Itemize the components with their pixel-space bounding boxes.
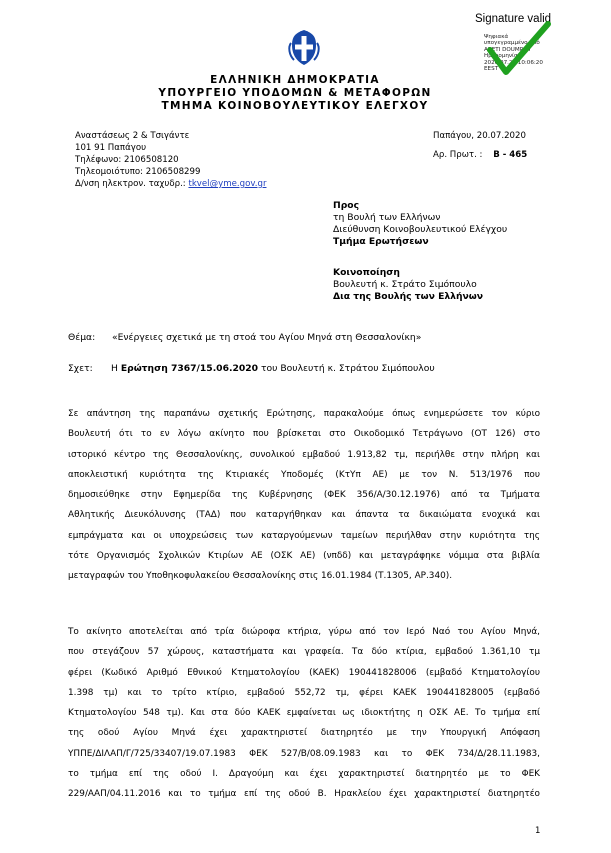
to-directorate: Διεύθυνση Κοινοβουλευτικού Ελέγχου (333, 224, 508, 235)
header-department: ΤΜΗΜΑ ΚΟΙΝΟΒΟΥΛΕΥΤΙΚΟΥ ΕΛΕΓΧΟΥ (161, 100, 429, 112)
cc-via: Δια της Βουλής των Ελλήνων (333, 291, 484, 302)
relation-text (111, 363, 435, 374)
paragraph-line: δημοσιεύθηκε στην Εφημερίδα της Κυβέρνησης (ΦΕΚ 356/Α/30.12.1976) από τα Τμήματα (68, 490, 540, 501)
paragraph-line: ιστορικό κέντρο της Θεσσαλονίκης, συνολικού εμβαδού 1.913,82 τμ, περιήλθε στην πλήρη και (68, 449, 540, 460)
paragraph-line: αποκλειστική κυριότητα της Κτιριακές Υποδομές (ΚτΥπ ΑΕ) με τον Ν. 513/1976 που (68, 469, 540, 480)
header-ministry: ΥΠΟΥΡΓΕΙΟ ΥΠΟΔΟΜΩΝ & ΜΕΤΑΦΟΡΩΝ (158, 87, 432, 99)
sender-phone: Τηλέφωνο: 2106508120 (75, 155, 179, 165)
to-parliament: τη Βουλή των Ελλήνων (333, 212, 441, 223)
subject-text: «Ενέργειες σχετικά με τη στοά του Αγίου Μηνά στη Θεσσαλονίκη» (112, 332, 422, 343)
sender-postal: 101 91 Παπάγου (75, 143, 147, 153)
signature-line: Ημερομηνία: (484, 53, 520, 60)
sender-email-row (75, 179, 266, 189)
relation-suffix: του Βουλευτή κ. Στράτου Σιμόπουλου (260, 363, 435, 374)
paragraph-line: Κτηματολογίου 548 τμ). Και στα δύο ΚΑΕΚ εμφαίνεται ως ιδιοκτήτης η ΟΣΚ ΑΕ. Το τμήμα επί (68, 708, 540, 719)
protocol-label: Αρ. Πρωτ. : (433, 150, 483, 160)
cc-label: Κοινοποίηση (333, 267, 400, 278)
paragraph-line: Βουλευτή ότι το εν λόγω ακίνητο που βρίσκεται στο Οικοδομικό Τετράγωνο (ΟΤ 126) στο (68, 429, 540, 440)
sender-address: Αναστάσεως 2 & Τσιγάντε (75, 131, 190, 141)
header-republic: ΕΛΛΗΝΙΚΗ ΔΗΜΟΚΡΑΤΙΑ (210, 74, 380, 86)
signature-checkmark-icon (484, 20, 554, 80)
paragraph-line: της οδού Αγίου Μηνά έχει χαρακτηριστεί διατηρητέο με την Υπουργική Απόφαση (68, 728, 540, 739)
protocol-row (433, 150, 527, 160)
signature-title: Signature valid (475, 13, 552, 25)
paragraph-line: 1.398 τμ) και το τρίτο κτίριο, εμβαδού 552,72 τμ, φέρει ΚΑΕΚ 190441828005 (εμβαδό (68, 687, 540, 698)
relation-prefix: Η (111, 363, 118, 374)
signature-line: ARETI DOUMPINI (484, 46, 531, 53)
paragraph-line: το τμήμα επί της οδού Ι. Δραγούμη και έχει χαρακτηριστεί διατηρητέο με το ΦΕΚ (68, 769, 540, 780)
paragraph-line: 229/ΑΑΠ/04.11.2016 και το τμήμα επί της οδού Β. Ηρακλείου έχει χαρακτηριστεί διατηρητέο (68, 789, 540, 800)
body-paragraph-2 (68, 622, 540, 805)
paragraph-line: Το ακίνητο αποτελείται από τρία διώροφα κτήρια, γύρω από τον Ιερό Ναό του Αγίου Μηνά, (68, 627, 540, 637)
signature-line: 2020.07.20 10:06:20 (484, 59, 543, 66)
body-paragraph-1 (68, 404, 540, 587)
page-number: 1 (535, 826, 541, 836)
sender-email-link[interactable]: tkvel@yme.gov.gr (188, 179, 267, 189)
paragraph-line: τότε Οργανισμός Σχολικών Κτιρίων ΑΕ (ΟΣΚ ΑΕ) (νπδδ) και μεταγράφηκε νόμιμα στα βιβλία (68, 551, 540, 562)
sender-email-label: Δ/νση ηλεκτρον. ταχυδρ.: (75, 179, 186, 189)
signature-line: EEST (484, 66, 499, 73)
paragraph-line: εμπράγματα και οι υποχρεώσεις των καταργούμενων ταμείων περιήλθαν στην κυριότητα της (68, 530, 540, 541)
cc-mp: Βουλευτή κ. Στράτο Σιμόπουλο (333, 279, 477, 290)
paragraph-line: μεταγραφών του Υποθηκοφυλακείου Θεσσαλονίκης στις 16.01.1984 (Τ.1305, ΑΡ.340). (68, 571, 453, 582)
paragraph-line: φέρει (Κωδικό Αριθμό Εθνικού Κτηματολογίου (ΚΑΕΚ) 190441828006 (εμβαδό Κτηματολογίου (68, 667, 540, 678)
signature-line: Ψηφιακά (484, 34, 509, 40)
sender-fax: Τηλεομοιότυπο: 2106508299 (75, 167, 201, 177)
relation-label: Σχετ: (68, 363, 93, 374)
to-department: Τμήμα Ερωτήσεων (333, 236, 429, 247)
subject-label: Θέμα: (68, 332, 96, 343)
paragraph-line: ΥΠΠΕ/ΔΙΛΑΠ/Γ/725/33407/19.07.1983 ΦΕΚ 527/Β/08.09.1983 και το ΦΕΚ 734/Δ/28.11.1983, (68, 748, 540, 759)
signature-line: υπογεγραμμένο από (484, 40, 540, 47)
document-date: Παπάγου, 20.07.2020 (433, 131, 526, 141)
paragraph-line: Σε απάντηση της παραπάνω σχετικής Ερώτησης, παρακαλούμε όπως ενημερώσετε τον κύριο (68, 409, 540, 419)
paragraph-line: που στεγάζουν 57 χώρους, καταστήματα και γραφεία. Τα δύο κτίρια, εμβαδού 1.361,10 τμ (68, 647, 540, 658)
paragraph-line: Αθλητικής Διευκόλυνσης (ΤΑΔ) που καταργήθηκαν και άπαντα τα δικαιώματα ενοχικά και (68, 510, 540, 521)
greek-emblem-icon (287, 27, 321, 67)
to-label: Προς (333, 200, 360, 211)
relation-question-ref: Ερώτηση 7367/15.06.2020 (120, 363, 259, 374)
protocol-number: Β - 465 (493, 150, 528, 160)
